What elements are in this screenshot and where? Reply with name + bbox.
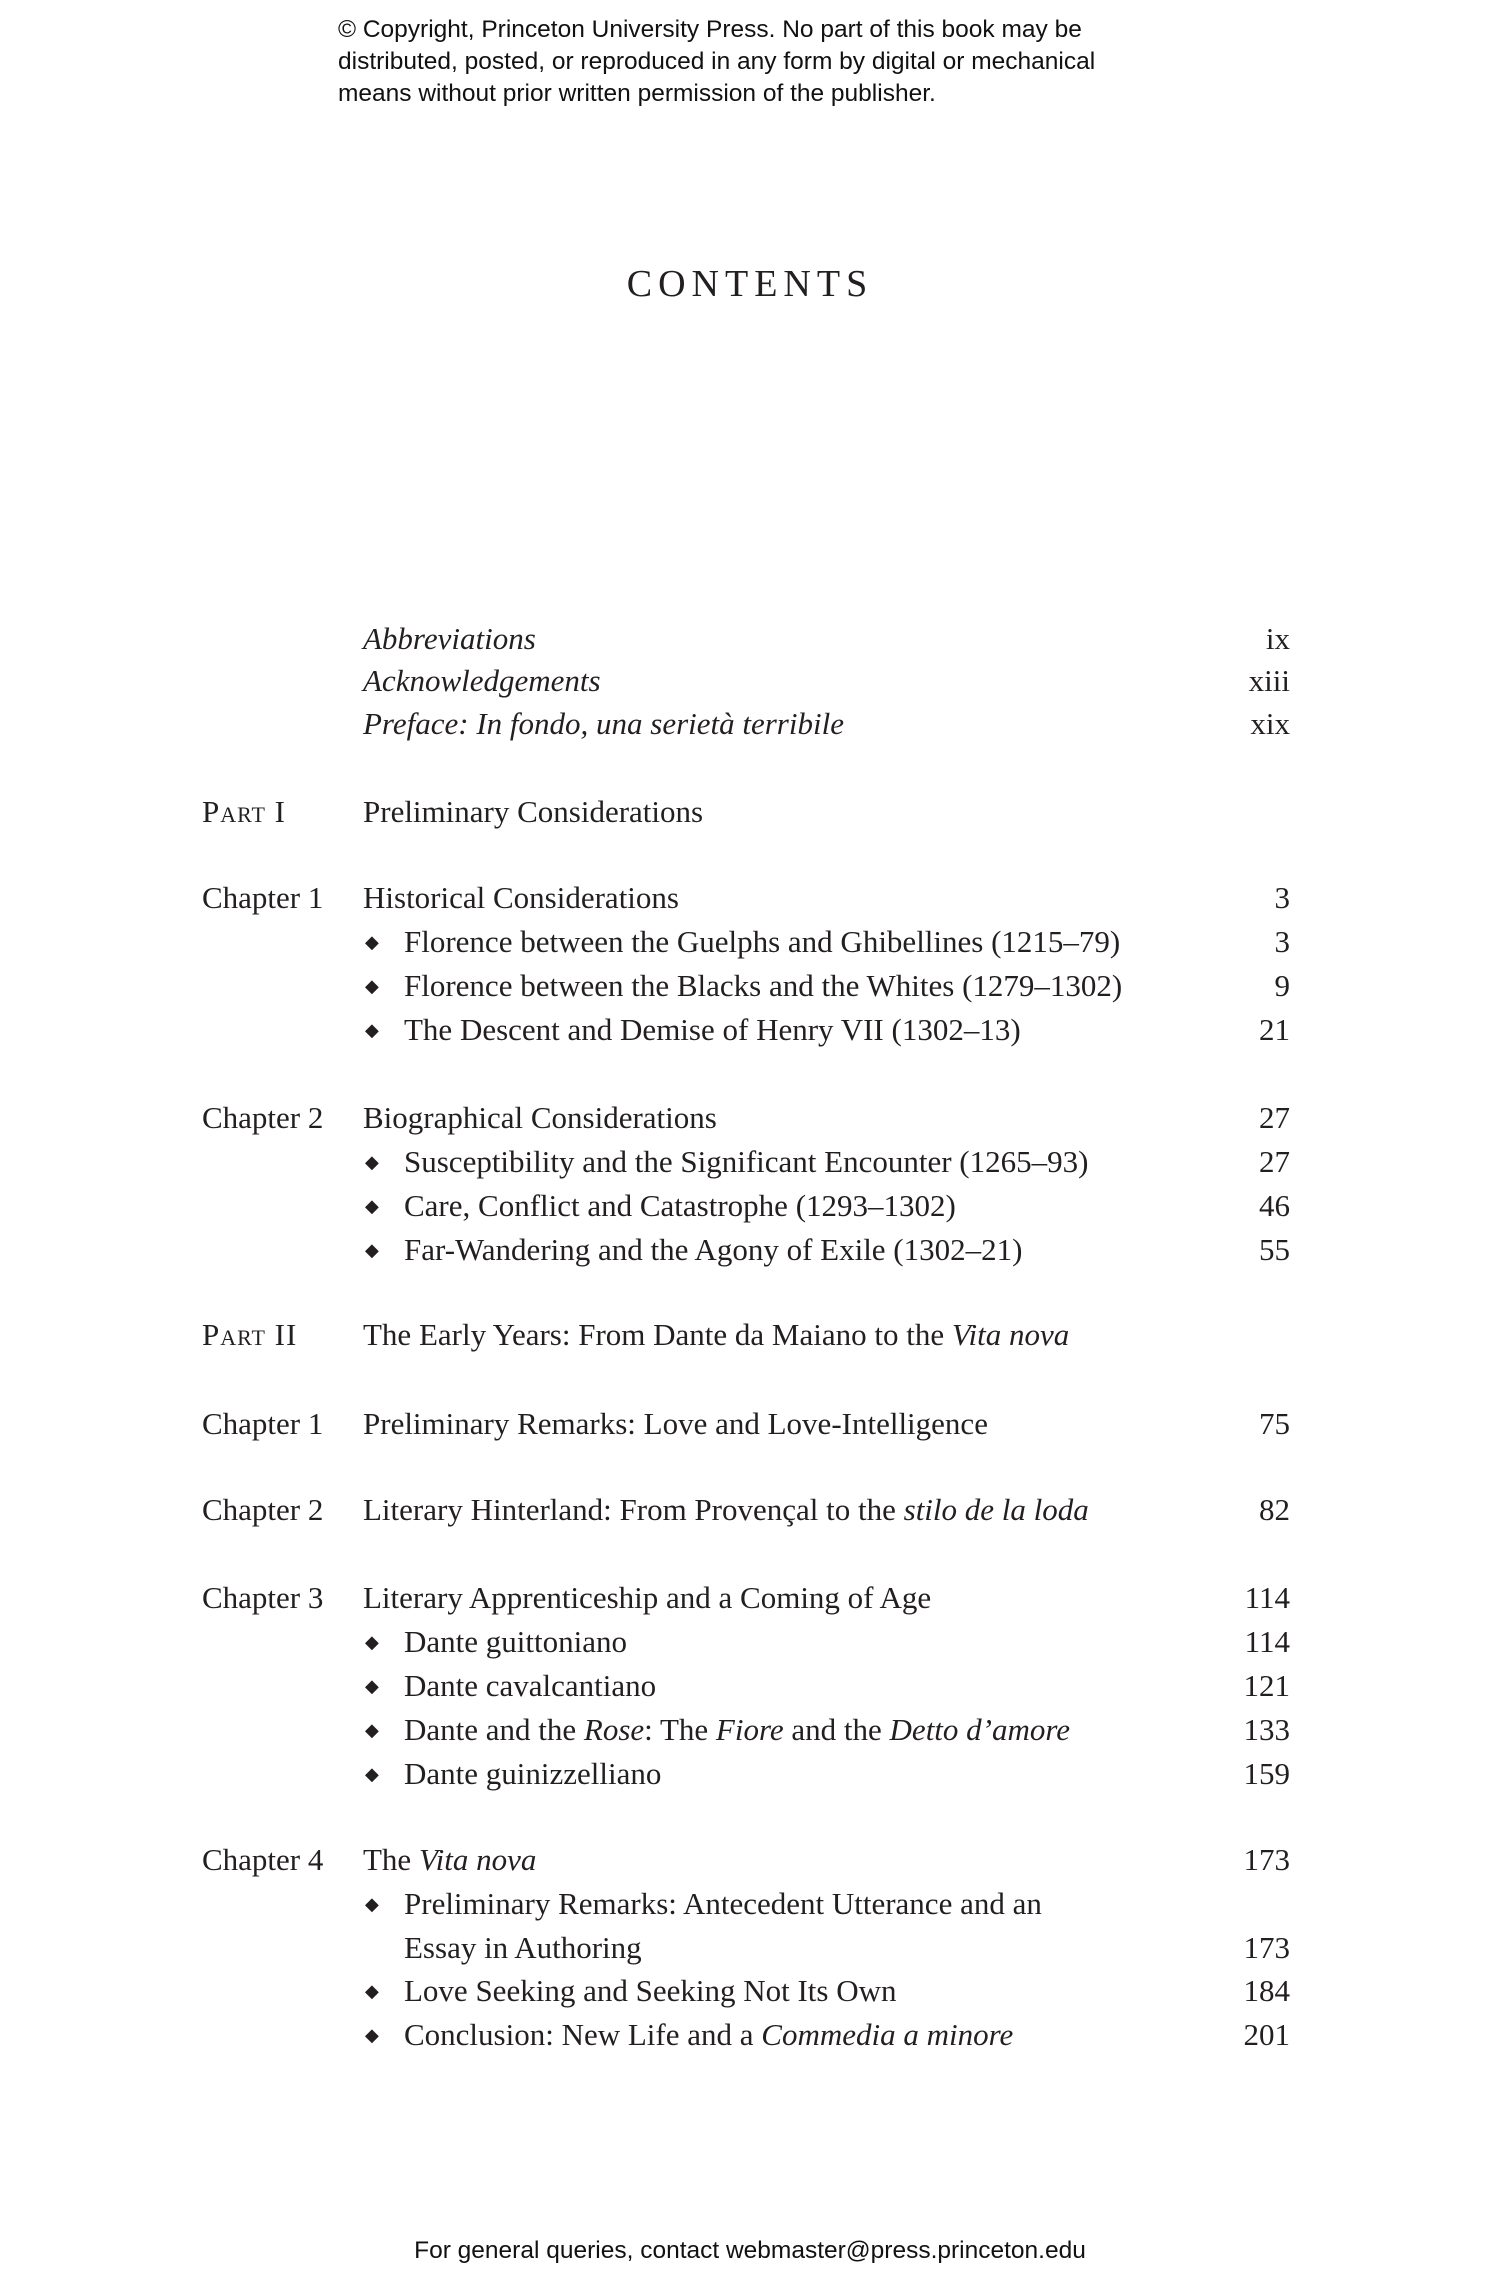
page-number: 27 [1259, 1100, 1290, 1135]
page-number: xix [1250, 706, 1290, 741]
title-segment: The [363, 1842, 419, 1877]
bullet-icon: ◆ [365, 932, 379, 952]
entry-title [363, 1488, 1089, 1532]
entry-title [363, 1576, 931, 1620]
page-number: ix [1265, 621, 1290, 656]
title-segment: Dante guinizzelliano [404, 1756, 662, 1791]
page-number: 3 [1274, 880, 1290, 915]
title-segment: Preliminary Considerations [363, 794, 704, 829]
title-segment: Fiore [715, 1712, 784, 1747]
page-number: 114 [1244, 1580, 1290, 1615]
title-segment: The Descent and Demise of Henry VII (1302–13) [404, 1012, 1021, 1047]
bullet-icon: ◆ [365, 1196, 379, 1216]
page-number: 184 [1243, 1973, 1290, 2008]
entry-title [404, 964, 1122, 1008]
toc-entry[interactable] [0, 1882, 1500, 1926]
bullet-icon: ◆ [365, 1240, 379, 1260]
entry-title [363, 876, 679, 920]
toc-entry[interactable] [0, 876, 1500, 920]
page-number: 46 [1259, 1188, 1290, 1223]
toc-entry[interactable] [0, 1228, 1500, 1272]
title-segment: Preface: In fondo, una serietà terribile [363, 706, 844, 741]
title-segment: Detto d’amore [889, 1712, 1071, 1747]
entry-title [404, 1969, 896, 2013]
bullet-icon: ◆ [365, 1020, 379, 1040]
page-number: 133 [1243, 1712, 1290, 1747]
title-segment: Preliminary Remarks: Love and Love-Intelligence [363, 1406, 988, 1441]
title-segment: Dante guittoniano [404, 1624, 627, 1659]
toc-entry[interactable] [0, 702, 1500, 746]
footer-contact: For general queries, contact webmaster@press.princeton.edu [414, 2237, 1086, 2264]
title-segment: Care, Conflict and Catastrophe (1293–1302) [404, 1188, 956, 1223]
bullet-icon: ◆ [365, 1981, 379, 2001]
part-label: Part I [202, 794, 286, 829]
entry-title [363, 659, 601, 703]
title-segment: Preliminary Remarks: Antecedent Utterance and an [404, 1886, 1042, 1921]
title-segment: Love Seeking and Seeking Not Its Own [404, 1973, 897, 2008]
toc-entry[interactable] [0, 1752, 1500, 1796]
bullet-icon: ◆ [365, 1152, 379, 1172]
page-number: 21 [1259, 1012, 1290, 1047]
page-number: 27 [1259, 1144, 1290, 1179]
title-segment: : The [644, 1712, 716, 1747]
entry-title [404, 1140, 1088, 1184]
title-segment: Acknowledgements [363, 663, 601, 698]
toc-entry[interactable] [0, 1008, 1500, 1052]
title-segment: Literary Apprenticeship and a Coming of Age [363, 1580, 932, 1615]
toc-entry[interactable] [0, 1664, 1500, 1708]
bullet-icon: ◆ [365, 1720, 379, 1740]
bullet-icon: ◆ [365, 1764, 379, 1784]
title-segment: Susceptibility and the Significant Encounter (1265–93) [404, 1144, 1089, 1179]
title-segment: Dante and the [404, 1712, 584, 1747]
toc-entry[interactable] [0, 659, 1500, 703]
toc-entry[interactable] [0, 1488, 1500, 1532]
title-segment: The Early Years: From Dante da Maiano to the [363, 1317, 952, 1352]
entry-title [404, 920, 1120, 964]
entry-title [363, 617, 536, 661]
toc-entry[interactable] [0, 964, 1500, 1008]
title-segment: Vita nova [951, 1317, 1070, 1352]
title-segment: Vita nova [418, 1842, 537, 1877]
copyright-line: means without prior written permission of the publisher. [338, 80, 936, 107]
toc-entry[interactable] [0, 1838, 1500, 1882]
title-segment: Far-Wandering and the Agony of Exile (1302–21) [404, 1232, 1023, 1267]
entry-title [404, 1228, 1022, 1272]
entry-title [363, 790, 703, 834]
chapter-label: Chapter 1 [202, 1406, 324, 1441]
entry-title [404, 1008, 1021, 1052]
toc-entry[interactable] [0, 2013, 1500, 2057]
toc-entry[interactable] [0, 1969, 1500, 2013]
toc-entry[interactable] [0, 790, 1500, 834]
entry-title [363, 1838, 536, 1882]
entry-title [404, 1708, 1070, 1752]
entry-title [404, 1184, 956, 1228]
entry-title [363, 1096, 717, 1140]
title-segment: Abbreviations [363, 621, 536, 656]
entry-title [363, 1313, 1069, 1357]
title-segment: Florence between the Blacks and the Whites (1279–1302) [404, 968, 1123, 1003]
toc-entry[interactable] [0, 1620, 1500, 1664]
page-number: 173 [1243, 1930, 1290, 1965]
toc-entry[interactable] [0, 920, 1500, 964]
entry-title [363, 702, 844, 746]
entry-title [363, 1402, 988, 1446]
page-number: 3 [1274, 924, 1290, 959]
title-segment: Historical Considerations [363, 880, 679, 915]
title-segment: Dante cavalcantiano [404, 1668, 657, 1703]
copyright-notice [338, 14, 1238, 110]
toc-entry[interactable] [0, 1576, 1500, 1620]
copyright-line: © Copyright, Princeton University Press. No part of this book may be [338, 16, 1082, 43]
chapter-label: Chapter 2 [202, 1492, 324, 1527]
page-number: 173 [1243, 1842, 1290, 1877]
page-title: CONTENTS [626, 263, 874, 305]
title-segment: Literary Hinterland: From Provençal to the [363, 1492, 904, 1527]
entry-title [404, 1620, 627, 1664]
entry-title [404, 1882, 1042, 1926]
page-number: xiii [1248, 663, 1290, 698]
page-number: 201 [1243, 2017, 1290, 2052]
title-segment: Biographical Considerations [363, 1100, 717, 1135]
bullet-icon: ◆ [365, 1676, 379, 1696]
page-number: 9 [1274, 968, 1290, 1003]
page-number: 75 [1259, 1406, 1290, 1441]
entry-title [404, 2013, 1013, 2057]
page-number: 159 [1243, 1756, 1290, 1791]
page-number: 121 [1243, 1668, 1290, 1703]
title-segment: Commedia a minore [761, 2017, 1014, 2052]
chapter-label: Chapter 1 [202, 880, 324, 915]
title-segment: Conclusion: New Life and a [404, 2017, 762, 2052]
page-number: 55 [1259, 1232, 1290, 1267]
toc-entry[interactable] [0, 1313, 1500, 1357]
bullet-icon: ◆ [365, 976, 379, 996]
entry-title [404, 1664, 656, 1708]
bullet-icon: ◆ [365, 1632, 379, 1652]
part-label: Part II [202, 1317, 298, 1352]
toc-entry[interactable] [0, 1926, 1500, 1970]
entry-title [404, 1752, 661, 1796]
toc-entry[interactable] [0, 1096, 1500, 1140]
title-segment: Florence between the Guelphs and Ghibellines (1215–79) [404, 924, 1121, 959]
chapter-label: Chapter 2 [202, 1100, 324, 1135]
copyright-line: distributed, posted, or reproduced in any form by digital or mechanical [338, 48, 1096, 75]
title-segment: Rose [583, 1712, 645, 1747]
chapter-label: Chapter 4 [202, 1842, 324, 1877]
title-segment: and the [783, 1712, 890, 1747]
toc-entry[interactable] [0, 1140, 1500, 1184]
toc-entry[interactable] [0, 617, 1500, 661]
toc-entry[interactable] [0, 1184, 1500, 1228]
toc-entry[interactable] [0, 1708, 1500, 1752]
title-segment: stilo de la loda [903, 1492, 1089, 1527]
chapter-label: Chapter 3 [202, 1580, 324, 1615]
page-number: 82 [1259, 1492, 1290, 1527]
bullet-icon: ◆ [365, 1894, 379, 1914]
entry-title [404, 1926, 642, 1970]
toc-entry[interactable] [0, 1402, 1500, 1446]
page-number: 114 [1244, 1624, 1290, 1659]
bullet-icon: ◆ [365, 2025, 379, 2045]
title-segment: Essay in Authoring [404, 1930, 642, 1965]
